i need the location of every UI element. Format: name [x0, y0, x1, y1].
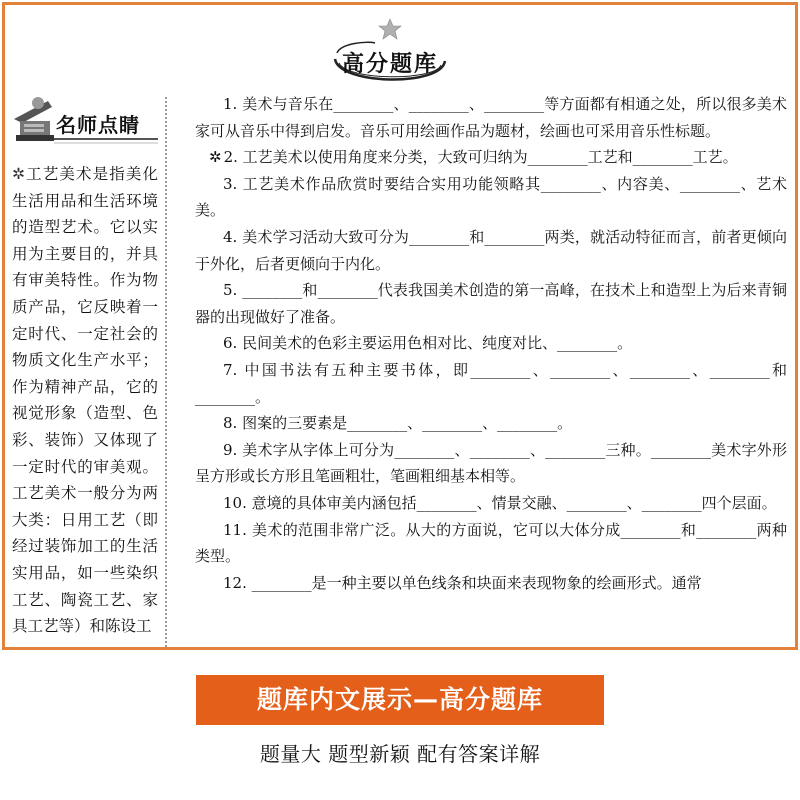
question-text: 2. 工艺美术以使用角度来分类，大致可归纳为________工艺和________工艺。 [223, 148, 738, 167]
sidebar-header [8, 91, 160, 149]
promo-banner: 题库内文展示—高分题库 [196, 675, 604, 725]
question-item [195, 570, 787, 597]
question-text: 9. 美术字从字体上可分为________、________、________三种。________美术字外形呈方形或长方形且笔画粗壮，笔画粗细基本相等。 [195, 440, 787, 486]
question-item [195, 357, 787, 410]
question-item [195, 410, 787, 437]
question-text: 11. 美术的范围非常广泛。从大的方面说，它可以大体分成________和________两种类型。 [195, 520, 787, 566]
question-item [195, 517, 787, 570]
question-item [195, 277, 787, 330]
question-text: 4. 美术学习活动大致可分为________和________两类，就活动特征而言，前者更倾向于外化，后者更倾向于内化。 [195, 227, 787, 273]
question-text: 1. 美术与音乐在________、________、________等方面都有相通之处，所以很多美术家可从音乐中得到启发。音乐可用绘画作品为题材，绘画也可采用音乐性标题。 [195, 95, 787, 140]
column-divider [165, 97, 167, 647]
sidebar-title: 名师点睛 [56, 113, 140, 137]
sidebar-text [12, 161, 158, 649]
question-item [195, 171, 787, 224]
question-text: 3. 工艺美术作品欣赏时要结合实用功能领略其________、内容美、________、艺术美。 [195, 174, 787, 220]
question-list [195, 91, 787, 651]
bullet-mark: ✲ [12, 165, 25, 183]
question-text: 5. ________和________代表我国美术创造的第一高峰，在技术上和造型上为后来青铜器的出现做好了准备。 [195, 281, 787, 326]
question-item [195, 91, 787, 144]
question-item [195, 437, 787, 490]
page-frame [2, 2, 798, 650]
sidebar-body-text: 工艺美术是指美化生活用品和生活环境的造型艺术。它以实用为主要目的，并具有审美特性。作为物质产品，它反映着一定时代、一定社会的物质文化生产水平；作为精神产品，它的视觉形象（造型、色彩、装饰）又体现了一定时代的审美观。工艺美术一般分为两大类：日用工艺（即经过装饰加工的生活实用品，如一些染织工艺、陶瓷工艺、家具工艺等）和陈设工 [12, 165, 158, 636]
question-text: 12. ________是一种主要以单色线条和块面来表现物象的绘画形式。通常 [223, 573, 702, 592]
section-badge [317, 15, 463, 95]
question-text: 7. 中国书法有五种主要书体，即________、________、________、________和________。 [195, 360, 787, 406]
star-icon [379, 19, 401, 39]
promo-tagline: 题量大 题型新颖 配有答案详解 [259, 742, 541, 766]
question-text: 10. 意境的具体审美内涵包括________、情景交融、________、________四个层面。 [223, 493, 777, 512]
question-item [195, 144, 787, 171]
key-point-mark: ✲ [209, 148, 222, 167]
question-text: 8. 图案的三要素是________、________、________。 [223, 414, 573, 433]
tips-sidebar [8, 91, 160, 650]
question-item [195, 224, 787, 277]
badge-title: 高分题库 [341, 51, 438, 77]
question-item [195, 330, 787, 357]
question-item [195, 490, 787, 517]
question-text: 6. 民间美术的色彩主要运用色相对比、纯度对比、________。 [223, 334, 633, 353]
